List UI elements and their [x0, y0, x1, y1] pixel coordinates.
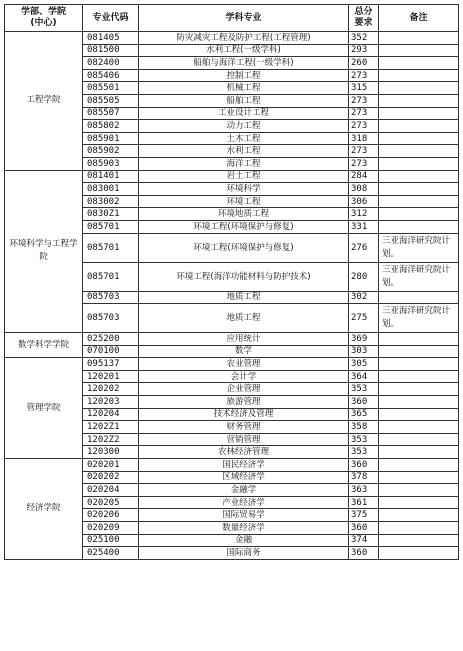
college-cell: 环境科学与工程学院 — [5, 170, 83, 333]
note-cell: 三亚海洋研究院计划。 — [379, 262, 459, 291]
score-cell: 273 — [349, 69, 379, 82]
table-row — [5, 358, 459, 371]
code-cell: 085701 — [83, 262, 139, 291]
note-cell — [379, 496, 459, 509]
major-cell: 海洋工程 — [139, 157, 349, 170]
note-cell — [379, 383, 459, 396]
major-cell: 国际商务 — [139, 547, 349, 560]
major-cell: 数量经济学 — [139, 522, 349, 535]
code-cell: 025400 — [83, 547, 139, 560]
code-cell: 020201 — [83, 459, 139, 472]
code-cell: 085501 — [83, 82, 139, 95]
table-row — [5, 32, 459, 45]
major-cell: 产业经济学 — [139, 496, 349, 509]
note-cell — [379, 396, 459, 409]
score-cell: 306 — [349, 195, 379, 208]
note-cell — [379, 358, 459, 371]
code-cell: 120204 — [83, 408, 139, 421]
table-row — [5, 333, 459, 346]
score-cell: 353 — [349, 433, 379, 446]
score-cell: 364 — [349, 370, 379, 383]
header-college-line2: (中心) — [30, 18, 57, 28]
note-cell — [379, 220, 459, 233]
code-cell: 025200 — [83, 333, 139, 346]
header-college-line1: 学部、学院 — [20, 7, 66, 17]
major-cell: 技术经济及管理 — [139, 408, 349, 421]
code-cell: 120203 — [83, 396, 139, 409]
table-row — [5, 459, 459, 472]
code-cell: 085701 — [83, 233, 139, 262]
major-cell: 数学 — [139, 345, 349, 358]
college-cell: 管理学院 — [5, 358, 83, 459]
college-cell: 数学科学学院 — [5, 333, 83, 358]
score-cell: 312 — [349, 208, 379, 221]
score-cell: 352 — [349, 32, 379, 45]
code-cell: 020206 — [83, 509, 139, 522]
code-cell: 082400 — [83, 57, 139, 70]
note-cell — [379, 57, 459, 70]
code-cell: 085802 — [83, 120, 139, 133]
note-cell — [379, 471, 459, 484]
table-body — [5, 32, 459, 560]
score-cell: 369 — [349, 333, 379, 346]
score-cell: 353 — [349, 446, 379, 459]
score-cell: 280 — [349, 262, 379, 291]
code-cell: 085406 — [83, 69, 139, 82]
major-cell: 国际贸易学 — [139, 509, 349, 522]
major-cell: 动力工程 — [139, 120, 349, 133]
note-cell: 三亚海洋研究院计划。 — [379, 304, 459, 333]
major-cell: 机械工程 — [139, 82, 349, 95]
score-table — [4, 4, 459, 560]
header-score-line2: 要求 — [354, 18, 373, 28]
code-cell: 085701 — [83, 220, 139, 233]
major-cell: 营销管理 — [139, 433, 349, 446]
score-cell: 374 — [349, 534, 379, 547]
code-cell: 085903 — [83, 157, 139, 170]
note-cell — [379, 484, 459, 497]
college-cell: 工程学院 — [5, 32, 83, 171]
major-cell: 环境工程 — [139, 195, 349, 208]
note-cell — [379, 132, 459, 145]
major-cell: 防灾减灾工程及防护工程(工程管理) — [139, 32, 349, 45]
note-cell — [379, 509, 459, 522]
note-cell — [379, 370, 459, 383]
major-cell: 岩土工程 — [139, 170, 349, 183]
score-cell: 303 — [349, 345, 379, 358]
major-cell: 环境工程(环境保护与修复) — [139, 220, 349, 233]
score-cell: 260 — [349, 57, 379, 70]
note-cell — [379, 170, 459, 183]
score-cell: 273 — [349, 157, 379, 170]
major-cell: 土木工程 — [139, 132, 349, 145]
code-cell: 020205 — [83, 496, 139, 509]
table-row — [5, 170, 459, 183]
score-cell: 360 — [349, 396, 379, 409]
score-cell: 331 — [349, 220, 379, 233]
note-cell — [379, 345, 459, 358]
major-cell: 环境工程(海洋功能材料与防护技术) — [139, 262, 349, 291]
score-cell: 273 — [349, 120, 379, 133]
score-cell: 360 — [349, 459, 379, 472]
score-cell: 378 — [349, 471, 379, 484]
major-cell: 环境地质工程 — [139, 208, 349, 221]
code-cell: 085703 — [83, 304, 139, 333]
major-cell: 农林经济管理 — [139, 446, 349, 459]
code-cell: 081405 — [83, 32, 139, 45]
code-cell: 085703 — [83, 291, 139, 304]
note-cell — [379, 69, 459, 82]
major-cell: 船舶与海洋工程(一级学科) — [139, 57, 349, 70]
major-cell: 船舶工程 — [139, 94, 349, 107]
score-cell: 360 — [349, 547, 379, 560]
header-note: 备注 — [379, 5, 459, 32]
note-cell — [379, 333, 459, 346]
note-cell — [379, 291, 459, 304]
major-cell: 水利工程(一级学科) — [139, 44, 349, 57]
table-header-row — [5, 5, 459, 32]
note-cell — [379, 408, 459, 421]
code-cell: 070100 — [83, 345, 139, 358]
code-cell: 1202Z2 — [83, 433, 139, 446]
header-code: 专业代码 — [83, 5, 139, 32]
note-cell — [379, 534, 459, 547]
code-cell: 025100 — [83, 534, 139, 547]
note-cell — [379, 208, 459, 221]
note-cell — [379, 547, 459, 560]
score-cell: 302 — [349, 291, 379, 304]
code-cell: 1202Z1 — [83, 421, 139, 434]
code-cell: 085901 — [83, 132, 139, 145]
score-cell: 315 — [349, 82, 379, 95]
code-cell: 081401 — [83, 170, 139, 183]
score-cell: 363 — [349, 484, 379, 497]
major-cell: 应用统计 — [139, 333, 349, 346]
note-cell — [379, 145, 459, 158]
major-cell: 旅游管理 — [139, 396, 349, 409]
major-cell: 水利工程 — [139, 145, 349, 158]
note-cell — [379, 120, 459, 133]
note-cell — [379, 459, 459, 472]
score-cell: 358 — [349, 421, 379, 434]
major-cell: 企业管理 — [139, 383, 349, 396]
major-cell: 地质工程 — [139, 304, 349, 333]
score-cell: 273 — [349, 107, 379, 120]
major-cell: 区域经济学 — [139, 471, 349, 484]
code-cell: 085902 — [83, 145, 139, 158]
score-cell: 353 — [349, 383, 379, 396]
score-cell: 360 — [349, 522, 379, 535]
major-cell: 会计学 — [139, 370, 349, 383]
major-cell: 工业设计工程 — [139, 107, 349, 120]
code-cell: 120300 — [83, 446, 139, 459]
code-cell: 081500 — [83, 44, 139, 57]
note-cell — [379, 433, 459, 446]
code-cell: 085507 — [83, 107, 139, 120]
code-cell: 020202 — [83, 471, 139, 484]
major-cell: 财务管理 — [139, 421, 349, 434]
major-cell: 控制工程 — [139, 69, 349, 82]
note-cell — [379, 94, 459, 107]
note-cell — [379, 183, 459, 196]
code-cell: 120202 — [83, 383, 139, 396]
code-cell: 120201 — [83, 370, 139, 383]
score-cell: 275 — [349, 304, 379, 333]
score-cell: 375 — [349, 509, 379, 522]
score-cell: 284 — [349, 170, 379, 183]
code-cell: 020204 — [83, 484, 139, 497]
header-college — [5, 5, 83, 32]
score-cell: 308 — [349, 183, 379, 196]
score-cell: 293 — [349, 44, 379, 57]
header-score — [349, 5, 379, 32]
code-cell: 0830Z1 — [83, 208, 139, 221]
score-cell: 273 — [349, 94, 379, 107]
code-cell: 083001 — [83, 183, 139, 196]
note-cell — [379, 107, 459, 120]
note-cell — [379, 32, 459, 45]
major-cell: 地质工程 — [139, 291, 349, 304]
score-cell: 365 — [349, 408, 379, 421]
score-cell: 276 — [349, 233, 379, 262]
major-cell: 金融 — [139, 534, 349, 547]
header-major: 学科专业 — [139, 5, 349, 32]
major-cell: 环境工程(环境保护与修复) — [139, 233, 349, 262]
code-cell: 083002 — [83, 195, 139, 208]
note-cell — [379, 421, 459, 434]
note-cell — [379, 82, 459, 95]
major-cell: 金融学 — [139, 484, 349, 497]
note-cell — [379, 44, 459, 57]
score-cell: 361 — [349, 496, 379, 509]
code-cell: 020209 — [83, 522, 139, 535]
score-cell: 318 — [349, 132, 379, 145]
note-cell — [379, 522, 459, 535]
code-cell: 085505 — [83, 94, 139, 107]
note-cell — [379, 157, 459, 170]
header-score-line1: 总分 — [354, 7, 373, 17]
major-cell: 国民经济学 — [139, 459, 349, 472]
college-cell: 经济学院 — [5, 459, 83, 560]
note-cell — [379, 446, 459, 459]
note-cell: 三亚海洋研究院计划。 — [379, 233, 459, 262]
score-cell: 305 — [349, 358, 379, 371]
major-cell: 环境科学 — [139, 183, 349, 196]
major-cell: 农业管理 — [139, 358, 349, 371]
score-cell: 273 — [349, 145, 379, 158]
note-cell — [379, 195, 459, 208]
code-cell: 095137 — [83, 358, 139, 371]
